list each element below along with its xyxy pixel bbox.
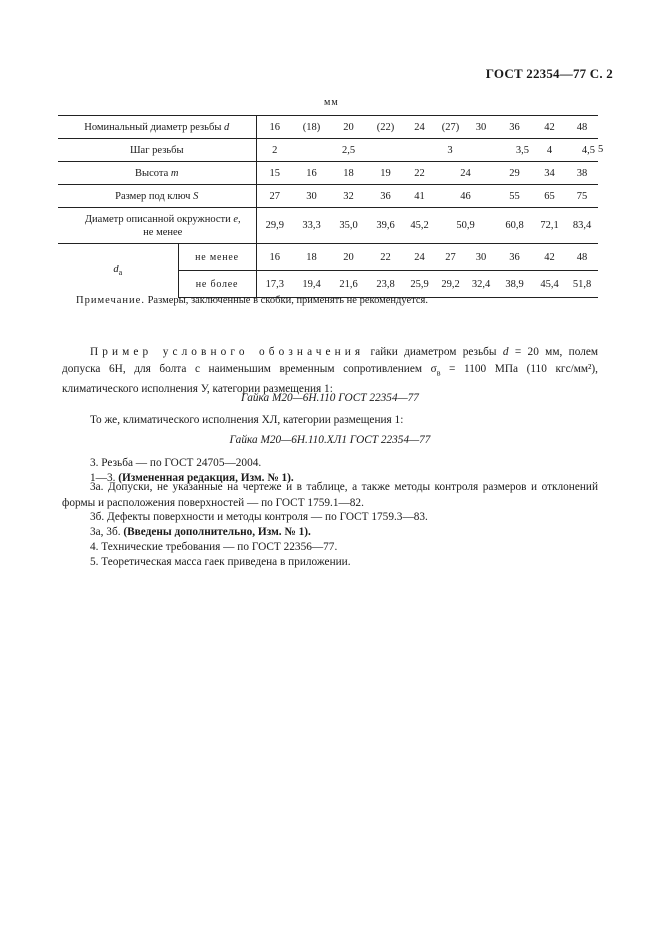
table-cell: 38: [566, 162, 598, 185]
table-cell: 39,6: [376, 220, 395, 231]
item-3a: 3а. Допуски, не указанные на чертеже и в таблице, а также методы контроля размеров и отклонений формы и расположения поверхностей — по ГОСТ 1759.1—82.: [62, 481, 598, 509]
da-min-label: не менее: [178, 244, 256, 271]
table-cell: 36: [496, 116, 533, 139]
table-cell: 20: [330, 244, 367, 271]
table-cell: 75: [566, 185, 598, 208]
table-cell: 42: [533, 116, 566, 139]
table-cell: 42: [533, 244, 566, 271]
table-cell: 41: [404, 185, 435, 208]
da-max-label: не более: [178, 271, 256, 298]
unit-label: мм: [324, 97, 339, 108]
table-cell: 3,5: [496, 139, 533, 162]
table-cell: 18: [293, 244, 330, 271]
table-cell: 30: [293, 185, 330, 208]
table-cell: 29,9: [265, 220, 284, 231]
table-cell: 19: [367, 162, 404, 185]
table-cell: 36: [367, 185, 404, 208]
dimensions-table: [58, 115, 604, 298]
table-cell: 16: [293, 162, 330, 185]
table-row: Шаг резьбы 2 2,5 3 3,5 4 4,5 5: [58, 139, 598, 162]
table-cell: 38,9: [496, 271, 533, 298]
table-cell: 2: [256, 139, 293, 162]
table-cell: 18: [330, 162, 367, 185]
table-cell: 4: [533, 139, 566, 162]
table-cell: 24: [435, 162, 496, 185]
table-cell: 83,4: [572, 220, 592, 231]
table-row: [58, 185, 598, 208]
table-cell: 3: [404, 139, 496, 162]
item-3b: 3б. Дефекты поверхности и методы контроля — по ГОСТ 1759.3—83.: [90, 511, 428, 523]
item-1-3: 1—3. (Измененная редакция, Изм. № 1).: [90, 472, 294, 484]
row-label: Диаметр описанной окружности e, не менее: [58, 208, 256, 244]
table-cell: 33,3: [302, 220, 321, 231]
table-cell: (18): [293, 116, 330, 139]
table-cell: 21,6: [330, 271, 367, 298]
table-cell: 29: [496, 162, 533, 185]
table-cell: 46: [435, 185, 496, 208]
row-label: Высота m: [58, 162, 256, 185]
table-cell: 34: [533, 162, 566, 185]
row-label: Номинальный диаметр резьбы d: [58, 116, 256, 139]
table-cell: 32,4: [466, 271, 496, 298]
item-5: 5. Теоретическая масса гаек приведена в приложении.: [90, 556, 351, 568]
table-cell: 24: [404, 244, 435, 271]
table-cell: 25,9: [404, 271, 435, 298]
table-cell: 50,9: [456, 220, 475, 231]
table-cell: 51,8: [566, 271, 598, 298]
table-row: [58, 244, 598, 271]
table-cell: 19,4: [293, 271, 330, 298]
item-3: 3. Резьба — по ГОСТ 24705—2004.: [90, 457, 262, 469]
table-cell: 30: [466, 116, 496, 139]
table-cell: 30: [466, 244, 496, 271]
table-cell: 4,5: [566, 139, 598, 162]
table-cell: 32: [330, 185, 367, 208]
table-row: [58, 162, 598, 185]
da-symbol: $d_a$: [58, 244, 178, 298]
table-cell: 35,0: [339, 220, 358, 231]
table-row: [58, 208, 598, 244]
table-cell: 16: [256, 116, 293, 139]
table-cell: 48: [566, 244, 598, 271]
table-cell: 36: [496, 244, 533, 271]
table-cell: 22: [367, 244, 404, 271]
table-cell: 16: [256, 244, 293, 271]
table-cell: (22): [367, 116, 404, 139]
table-cell: 2,5: [293, 139, 404, 162]
designation-1: Гайка М20—6Н.110 ГОСТ 22354—77: [241, 392, 419, 404]
table-cell: 24: [404, 116, 435, 139]
same-note: То же, климатического исполнения ХЛ, категории размещения 1:: [90, 414, 404, 426]
table-cell: (27): [435, 116, 466, 139]
table-note: Примечание. Размеры, заключенные в скобки, применять не рекомендуется.: [76, 295, 428, 306]
table-cell: 27: [435, 244, 466, 271]
example-paragraph: Пример условного обозначения гайки диаметром резьбы d = 20 мм, полем допуска 6Н, для болта с наименьшим временным сопротивлением $\sigma_в = 1100$ МПа (110 кгс/мм²), климатического исполнения У, категории размещения 1:: [62, 346, 598, 396]
table-cell: 72,1: [540, 220, 559, 231]
table-cell: 22: [404, 162, 435, 185]
table-cell: 27: [256, 185, 293, 208]
designation-2: Гайка М20—6Н.110.ХЛ1 ГОСТ 22354—77: [229, 434, 431, 446]
item-3a-3b: 3а, 3б. (Введены дополнительно, Изм. № 1).: [90, 526, 311, 538]
table-cell: 15: [256, 162, 293, 185]
page-header: ГОСТ 22354—77 С. 2: [485, 66, 613, 81]
row-label: Размер под ключ S: [58, 185, 256, 208]
table-cell: 55: [496, 185, 533, 208]
table-cell: 60,8: [505, 220, 524, 231]
table-cell: 45,2: [410, 220, 429, 231]
row-label: Шаг резьбы: [58, 139, 256, 162]
table-cell: 48: [566, 116, 598, 139]
table-cell: 29,2: [435, 271, 466, 298]
table-cell: 23,8: [367, 271, 404, 298]
item-4: 4. Технические требования — по ГОСТ 22356—77.: [90, 541, 338, 553]
table-cell: 20: [330, 116, 367, 139]
table-cell: 45,4: [533, 271, 566, 298]
table-cell: 17,3: [256, 271, 293, 298]
table-cell: 65: [533, 185, 566, 208]
table-row: [58, 116, 598, 139]
